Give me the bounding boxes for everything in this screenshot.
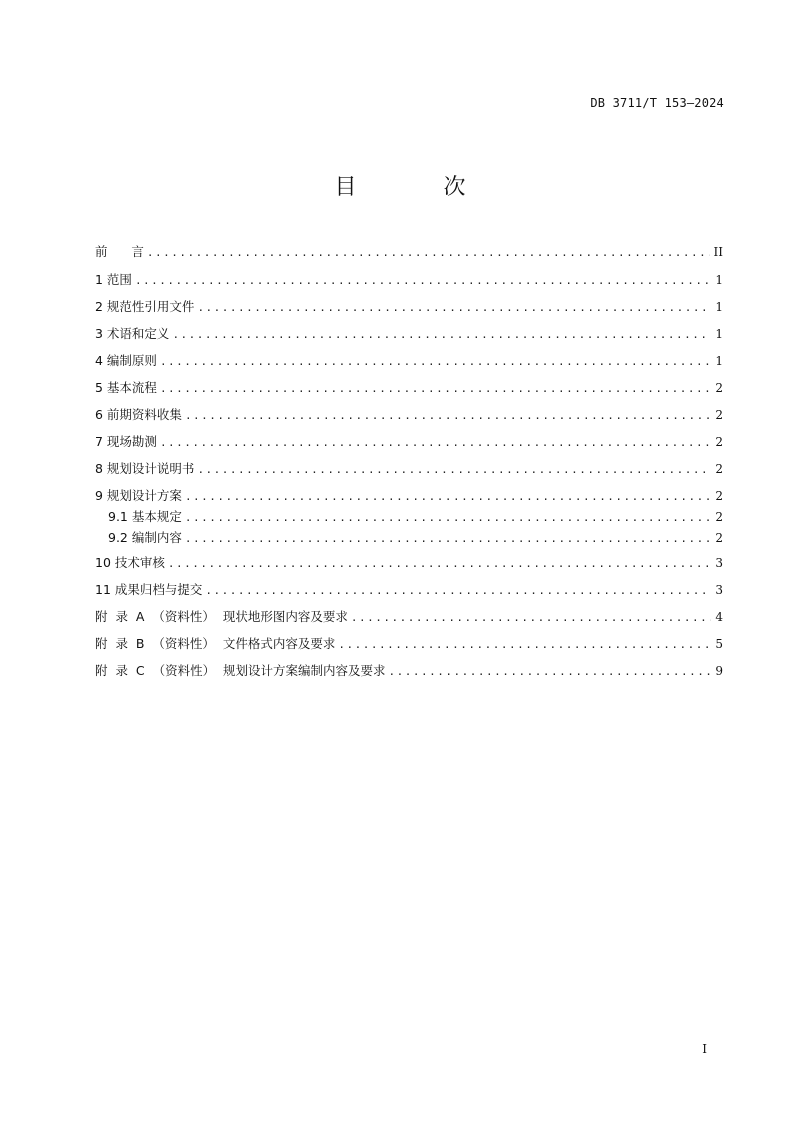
toc-entry-page: 2 [715,408,723,422]
toc-entry-page: 2 [715,489,723,503]
toc-entry-label: 10 技术审核 [95,555,165,570]
toc-entry[interactable] [95,244,723,260]
toc-entry[interactable] [95,582,723,598]
toc-entry[interactable] [95,663,723,679]
toc-entry-page: 2 [715,435,723,449]
toc-leader-dots [197,462,711,477]
toc-entry[interactable] [95,272,723,288]
toc-entry-label: 11 成果归档与提交 [95,582,203,597]
toc-entry-label: 9 规划设计方案 [95,488,182,503]
toc-entry[interactable] [95,353,723,369]
toc-leader-dots [135,273,711,288]
toc-leader-dots [172,327,711,342]
toc-entry-page: 2 [715,462,723,476]
toc-leader-dots [389,664,712,679]
toc-entry-label: 附 录 C （资料性） 规划设计方案编制内容及要求 [95,663,386,678]
toc-entry-label: 9.1 基本规定 [108,509,182,524]
toc-entry-label: 1 范围 [95,272,132,287]
toc-entry-page: 1 [715,354,723,368]
toc-entry-label: 4 编制原则 [95,353,157,368]
toc-entry-label: 附 录 A （资料性） 现状地形图内容及要求 [95,609,348,624]
toc-leader-dots [197,300,711,315]
toc-entry-page: 4 [715,610,723,624]
toc-entry-page: 3 [715,583,723,597]
toc-entry-page: 1 [715,273,723,287]
toc-entry-label: 8 规划设计说明书 [95,461,195,476]
toc-entry-label: 7 现场勘测 [95,434,157,449]
toc-entry-label: 6 前期资料收集 [95,407,182,422]
toc-entry[interactable] [95,380,723,396]
toc-entry-page: 1 [715,300,723,314]
toc-leader-dots [160,354,711,369]
toc-entry-page: 2 [715,531,723,545]
toc-entry[interactable] [95,509,723,525]
toc-entry[interactable] [95,434,723,450]
toc-leader-dots [205,583,711,598]
page-number: I [702,1042,707,1056]
toc-entry[interactable] [95,326,723,342]
toc-entry-label: 前 言 [95,244,144,259]
toc-entry-page: 3 [715,556,723,570]
toc-leader-dots [351,610,712,625]
toc-entry-page: 9 [715,664,723,678]
toc-leader-dots [185,489,711,504]
toc-entry[interactable] [95,488,723,504]
doc-code: DB 3711/T 153—2024 [590,96,724,110]
toc-title: 目 次 [334,175,506,200]
toc-entry[interactable] [95,407,723,423]
toc-entry[interactable] [95,530,723,546]
toc-entry-label: 9.2 编制内容 [108,530,182,545]
toc-entry-label: 附 录 B （资料性） 文件格式内容及要求 [95,636,336,651]
toc-leader-dots [168,556,711,571]
toc-entry-page: 2 [715,510,723,524]
toc-entry-label: 3 术语和定义 [95,326,170,341]
toc-entry[interactable] [95,299,723,315]
toc-entry-page: 5 [715,637,723,651]
toc-leader-dots [185,510,712,525]
toc-entry[interactable] [95,555,723,571]
toc-leader-dots [185,531,712,546]
toc-leader-dots [338,637,711,652]
toc-entry-page: II [713,245,723,259]
toc-entry[interactable] [95,609,723,625]
toc-entry-label: 2 规范性引用文件 [95,299,195,314]
toc-leader-dots [147,245,710,260]
toc-leader-dots [160,381,711,396]
toc-entry-page: 1 [715,327,723,341]
toc-entry-label: 5 基本流程 [95,380,157,395]
toc-entry-page: 2 [715,381,723,395]
toc-leader-dots [160,435,711,450]
toc-entry[interactable] [95,636,723,652]
toc-entry[interactable] [95,461,723,477]
toc-leader-dots [185,408,711,423]
